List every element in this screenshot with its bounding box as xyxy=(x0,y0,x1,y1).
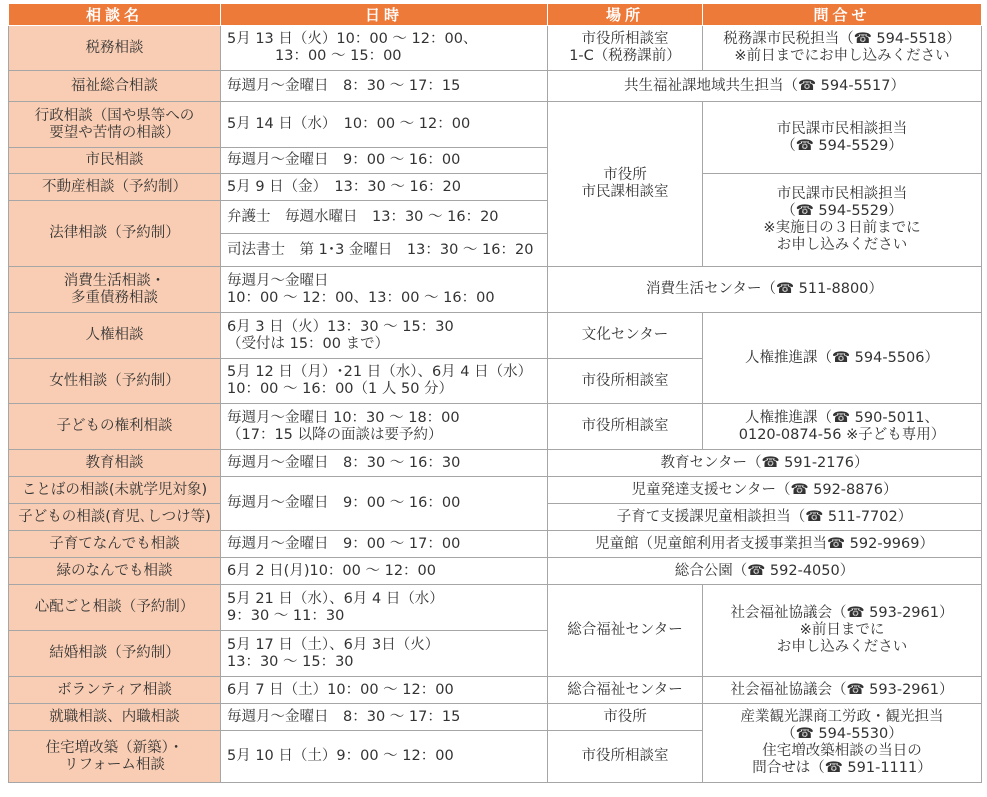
row-place: 総合福祉センター xyxy=(548,585,703,677)
row-name: 女性相談（予約制） xyxy=(9,359,221,404)
row-name: 税務相談 xyxy=(9,26,221,71)
row-place: 文化センター xyxy=(548,313,703,359)
header-name: 相談名 xyxy=(9,4,221,26)
row-datetime: 6月 3 日（火）13：30 ～ 15：30 （受付は 15：00 まで） xyxy=(221,313,548,359)
table-row xyxy=(9,558,982,585)
row-datetime: 5月 12 日（月）･21 日（水）、6月 4 日（水） 10：00 ～ 16：00（1 人 50 分） xyxy=(221,359,548,404)
table-row xyxy=(9,704,982,731)
row-name: 市民相談 xyxy=(9,148,221,174)
row-contact: 児童館（児童館利用者支援事業担当☎ 592-9969） xyxy=(548,531,982,558)
row-name: 住宅増改築（新築）・ リフォーム相談 xyxy=(9,731,221,783)
row-datetime: 毎週月～金曜日 9：00 ～ 16：00 xyxy=(221,148,548,174)
row-datetime: 毎週月～金曜日 10：30 ～ 18：00 （17：15 以降の面談は要予約） xyxy=(221,404,548,450)
row-name: 教育相談 xyxy=(9,450,221,477)
row-name: 子どもの権利相談 xyxy=(9,404,221,450)
row-contact: 産業観光課商工労政・観光担当 （☎ 594-5530） 住宅増改築相談の当日の 問合せは（☎ 591-1111） xyxy=(703,704,982,783)
header-place: 場所 xyxy=(548,4,703,26)
row-contact: 共生福祉課地域共生担当（☎ 594-5517） xyxy=(548,71,982,102)
row-contact: 人権推進課（☎ 594-5506） xyxy=(703,313,982,404)
table-row xyxy=(9,477,982,504)
row-contact: 社会福祉協議会（☎ 593-2961） ※前日までに お申し込みください xyxy=(703,585,982,677)
row-datetime: 5月 13 日（火）10：00 ～ 12：00、 13：00 ～ 15：00 xyxy=(221,26,548,71)
row-datetime: 5月 14 日（水） 10：00 ～ 12：00 xyxy=(221,102,548,148)
table-row xyxy=(9,404,982,450)
header-row xyxy=(9,4,982,26)
row-name: 子育てなんでも相談 xyxy=(9,531,221,558)
row-place: 市役所相談室 xyxy=(548,731,703,783)
header-datetime: 日時 xyxy=(221,4,548,26)
table-row xyxy=(9,585,982,631)
row-contact: 消費生活センター（☎ 511-8800） xyxy=(548,267,982,313)
row-datetime: 毎週月～金曜日 9：00 ～ 17：00 xyxy=(221,531,548,558)
row-place: 市役所相談室 xyxy=(548,404,703,450)
row-contact: 総合公園（☎ 592-4050） xyxy=(548,558,982,585)
row-datetime: 毎週月～金曜日 8：30 ～ 17：15 xyxy=(221,71,548,102)
table-row xyxy=(9,677,982,704)
row-datetime: 毎週月～金曜日 8：30 ～ 16：30 xyxy=(221,450,548,477)
row-datetime: 5月 10 日（土）9：00 ～ 12：00 xyxy=(221,731,548,783)
consultation-table xyxy=(8,3,982,783)
row-place: 市役所 市民課相談室 xyxy=(548,102,703,267)
row-contact: 市民課市民相談担当 （☎ 594-5529） xyxy=(703,102,982,174)
row-name: 就職相談、内職相談 xyxy=(9,704,221,731)
table-row xyxy=(9,531,982,558)
row-datetime: 5月 21 日（水）、6月 4 日（水） 9：30 ～ 11：30 xyxy=(221,585,548,631)
row-name: 行政相談（国や県等への 要望や苦情の相談） xyxy=(9,102,221,148)
table-row xyxy=(9,174,982,201)
row-contact: 人権推進課（☎ 590-5011、 0120-0874-56 ※子ども専用） xyxy=(703,404,982,450)
row-name: 人権相談 xyxy=(9,313,221,359)
row-contact: 児童発達支援センター（☎ 592-8876） xyxy=(548,477,982,504)
row-datetime: 弁護士 毎週水曜日 13：30 ～ 16：20 xyxy=(221,201,548,234)
row-place: 総合福祉センター xyxy=(548,677,703,704)
header-contact: 問合せ xyxy=(703,4,982,26)
row-name: 心配ごと相談（予約制） xyxy=(9,585,221,631)
row-name: ボランティア相談 xyxy=(9,677,221,704)
row-datetime: 司法書士 第 1･3 金曜日 13：30 ～ 16：20 xyxy=(221,234,548,267)
row-contact: 教育センター（☎ 591-2176） xyxy=(548,450,982,477)
row-name: 福祉総合相談 xyxy=(9,71,221,102)
row-contact: 子育て支援課児童相談担当（☎ 511-7702） xyxy=(548,504,982,531)
row-place: 市役所相談室 xyxy=(548,359,703,404)
consultation-schedule xyxy=(8,3,981,783)
row-datetime: 6月 2 日(月)10：00 ～ 12：00 xyxy=(221,558,548,585)
row-contact: 税務課市民税担当（☎ 594-5518） ※前日までにお申し込みください xyxy=(703,26,982,71)
table-row xyxy=(9,450,982,477)
row-name: 緑のなんでも相談 xyxy=(9,558,221,585)
row-place: 市役所相談室 1-C（税務課前） xyxy=(548,26,703,71)
row-name: 子どもの相談(育児､しつけ等) xyxy=(9,504,221,531)
row-name: 結婚相談（予約制） xyxy=(9,631,221,677)
table-row xyxy=(9,71,982,102)
table-row xyxy=(9,102,982,148)
row-datetime: 5月 17 日（土）、6月 3日（火） 13：30 ～ 15：30 xyxy=(221,631,548,677)
row-name: 法律相談（予約制） xyxy=(9,201,221,267)
table-row xyxy=(9,313,982,359)
row-datetime: 毎週月～金曜日 8：30 ～ 17：15 xyxy=(221,704,548,731)
row-name: ことばの相談(未就学児対象) xyxy=(9,477,221,504)
row-name: 不動産相談（予約制） xyxy=(9,174,221,201)
table-row xyxy=(9,26,982,71)
row-contact: 市民課市民相談担当 （☎ 594-5529） ※実施日の３日前までに お申し込みください xyxy=(703,174,982,267)
row-datetime: 毎週月～金曜日 10：00 ～ 12：00、13：00 ～ 16：00 xyxy=(221,267,548,313)
row-place: 市役所 xyxy=(548,704,703,731)
row-name: 消費生活相談・ 多重債務相談 xyxy=(9,267,221,313)
row-datetime: 6月 7 日（土）10：00 ～ 12：00 xyxy=(221,677,548,704)
row-datetime: 毎週月～金曜日 9：00 ～ 16：00 xyxy=(221,477,548,531)
table-row xyxy=(9,267,982,313)
row-datetime: 5月 9 日（金） 13：30 ～ 16：20 xyxy=(221,174,548,201)
row-contact: 社会福祉協議会（☎ 593-2961） xyxy=(703,677,982,704)
